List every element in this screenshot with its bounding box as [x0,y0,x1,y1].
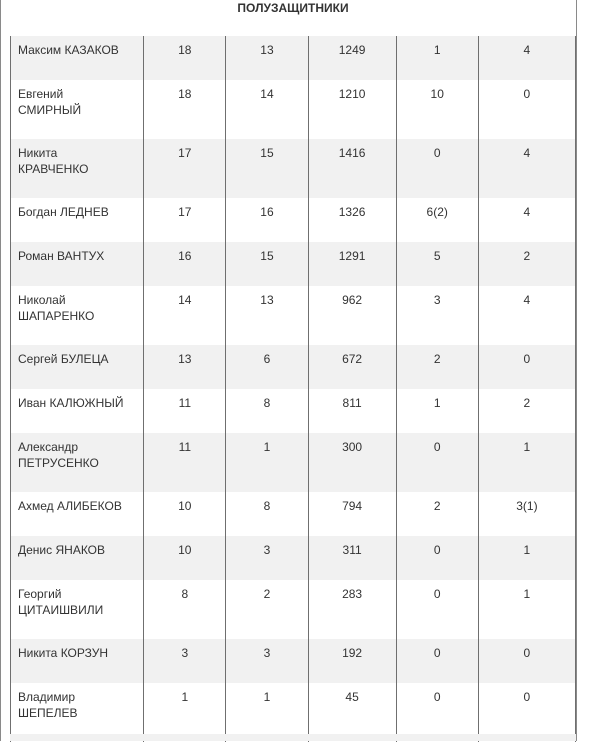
player-name-cell [11,139,144,198]
player-last-name: КОРЗУН [60,646,109,660]
stat-cell: 15 [226,242,308,286]
midfielders-stats-table [10,36,576,742]
player-first-name: Максим [18,43,62,57]
stat-cell: 3(1) [478,492,575,536]
stat-cell: 14 [144,286,226,345]
stat-cell: 1 [226,433,308,492]
stat-cell: 3 [396,286,478,345]
stat-cell: 45 [308,683,396,742]
stat-cell: 17 [144,139,226,198]
stat-cell: 1 [226,683,308,742]
stat-cell: 8 [144,580,226,639]
player-name-cell [11,389,144,433]
player-last-name: ШАПАРЕНКО [18,309,95,323]
table-row [11,139,576,198]
stat-cell: 8 [226,389,308,433]
stat-cell: 1 [478,433,575,492]
table-row [11,639,576,683]
table-row [11,345,576,389]
player-last-name: ЛЕДНЕВ [60,205,109,219]
page-right-border [576,0,577,741]
player-first-name: Николай [18,293,66,307]
player-last-name: СМИРНЫЙ [18,103,82,117]
stat-cell: 3 [144,639,226,683]
table-row [11,80,576,139]
stat-cell: 15 [226,139,308,198]
stat-cell: 1326 [308,198,396,242]
player-name-cell [11,492,144,536]
player-first-name: Богдан [18,205,57,219]
table-row [11,198,576,242]
stat-cell: 0 [478,345,575,389]
stat-cell: 10 [144,492,226,536]
stat-cell: 13 [226,286,308,345]
player-first-name: Иван [18,396,47,410]
stat-cell: 1 [144,683,226,742]
table-row [11,389,576,433]
stat-cell: 10 [144,536,226,580]
table-bottom-band [10,734,576,741]
player-name-cell [11,345,144,389]
player-name-cell [11,242,144,286]
table-row [11,580,576,639]
stat-cell: 2 [396,492,478,536]
stat-cell: 1210 [308,80,396,139]
player-name-cell [11,198,144,242]
player-first-name: Владимир [18,690,76,704]
stat-cell: 1416 [308,139,396,198]
player-name-cell [11,80,144,139]
player-last-name: ШЕПЕЛЕВ [18,706,78,720]
stat-cell: 672 [308,345,396,389]
stat-cell: 16 [226,198,308,242]
stat-cell: 2 [478,242,575,286]
page-left-border [0,0,1,741]
stat-cell: 8 [226,492,308,536]
player-last-name: ЦИТАИШВИЛИ [18,603,104,617]
player-last-name: ВАНТУХ [57,249,105,263]
player-first-name: Роман [18,249,54,263]
player-first-name: Никита [18,146,58,160]
table-row [11,242,576,286]
stat-cell: 794 [308,492,396,536]
stat-cell: 1291 [308,242,396,286]
player-first-name: Сергей [18,352,58,366]
stat-cell: 13 [144,345,226,389]
stat-cell: 3 [226,536,308,580]
stat-cell: 311 [308,536,396,580]
stat-cell: 0 [396,536,478,580]
stat-cell: 2 [478,389,575,433]
stat-cell: 2 [226,580,308,639]
stat-cell: 811 [308,389,396,433]
stat-cell: 1 [396,389,478,433]
stat-cell: 5 [396,242,478,286]
stat-cell: 6 [226,345,308,389]
player-first-name: Никита [18,646,58,660]
player-last-name: КАЛЮЖНЫЙ [49,396,124,410]
player-last-name: ПЕТРУСЕНКО [18,456,99,470]
stat-cell: 0 [396,580,478,639]
player-first-name: Александр [18,440,79,454]
stat-cell: 1249 [308,36,396,80]
player-name-cell [11,36,144,80]
table-row [11,492,576,536]
stat-cell: 14 [226,80,308,139]
stat-cell: 13 [226,36,308,80]
player-name-cell [11,639,144,683]
stat-cell: 16 [144,242,226,286]
stat-cell: 283 [308,580,396,639]
stat-cell: 1 [396,36,478,80]
stat-cell: 0 [396,683,478,742]
stat-cell: 18 [144,80,226,139]
stat-cell: 4 [478,286,575,345]
stat-cell: 192 [308,639,396,683]
player-last-name: КРАВЧЕНКО [18,162,89,176]
stat-cell: 11 [144,389,226,433]
player-first-name: Георгий [18,587,62,601]
player-last-name: КАЗАКОВ [64,43,119,57]
stat-cell: 4 [478,139,575,198]
table-row [11,536,576,580]
stat-cell: 6(2) [396,198,478,242]
player-last-name: БУЛЕЦА [60,352,109,366]
stat-cell: 4 [478,36,575,80]
stat-cell: 0 [478,639,575,683]
player-first-name: Ахмед [18,499,54,513]
stat-cell: 0 [478,80,575,139]
stat-cell: 962 [308,286,396,345]
player-name-cell [11,580,144,639]
table-row [11,36,576,80]
player-first-name: Денис [18,543,53,557]
player-last-name: АЛИБЕКОВ [57,499,122,513]
stat-cell: 300 [308,433,396,492]
stat-cell: 1 [478,536,575,580]
stat-cell: 0 [396,433,478,492]
stat-cell: 0 [396,139,478,198]
table-row [11,286,576,345]
stat-cell: 10 [396,80,478,139]
section-title: ПОЛУЗАЩИТНИКИ [237,1,349,15]
stat-cell: 0 [396,639,478,683]
player-name-cell [11,433,144,492]
stat-cell: 3 [226,639,308,683]
player-last-name: ЯНАКОВ [55,543,106,557]
player-name-cell [11,286,144,345]
stat-cell: 1 [478,580,575,639]
stat-cell: 0 [478,683,575,742]
table-body [11,36,576,742]
stat-cell: 4 [478,198,575,242]
stat-cell: 18 [144,36,226,80]
table-row [11,433,576,492]
stat-cell: 11 [144,433,226,492]
stat-cell: 2 [396,345,478,389]
player-first-name: Евгений [18,87,64,101]
stat-cell: 17 [144,198,226,242]
player-name-cell [11,536,144,580]
